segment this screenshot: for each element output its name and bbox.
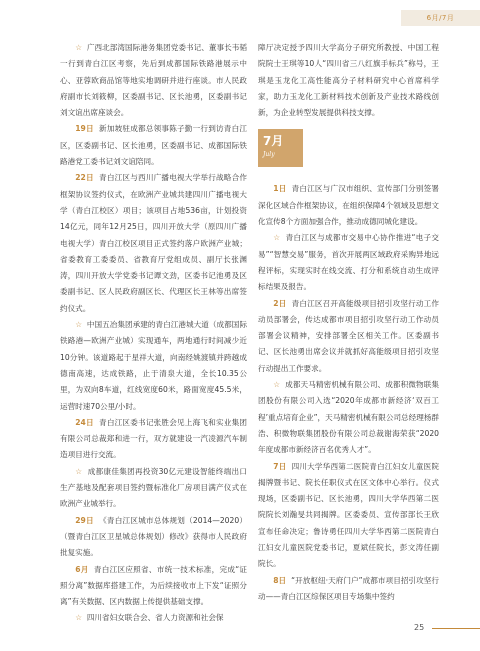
entry-text: 青白江区与广汉市组织、宣传部门分别签署深化区域合作框架协议，在组织保障4个领域及思想文化宣传8个方面加强合作，推动成德同城化建设。 (258, 184, 440, 227)
entry-text: 成都天马精密机械有限公司、成都积微物联集团股份有限公司入选“2020年成都市新经济‘双百工程’重点培育企业”，天马精密机械有限公司总经理杨群浩、积微物联集团股份有限公司总裁谢海荣获“2020年度成都市新经济百名优秀人才”。 (258, 380, 440, 455)
entry-text: 中国五冶集团承建的青白江港城大道（成都国际铁路港—欧洲产业城）实现通车，两地通行时间减少近10分钟。该道路起于星祥大道，向南经姚渡镇并跨越成德南高速，达成铁路，止于清泉大道，全长10.35公里，为双向8车道，红线宽度60米，路面宽度45.5米，运营时速70公里/小时。 (60, 320, 247, 411)
entry-text: 青白江区与成都市交易中心协作推进“电子交易”“智慧交易”服务，首次开展两区域政府采购异地远程评标，实现实时在线交流、打分和系统自动生成评标结果及报告。 (258, 233, 440, 292)
entry-text: 《青白江区城市总体规划（2014—2020）（暨青白江区卫星城总体规划）修改》获得市人民政府批复实施。 (60, 515, 247, 558)
star-icon: ☆ (273, 380, 281, 390)
entry-date: 1日 (273, 184, 287, 194)
entry-paragraph (60, 562, 247, 611)
entry-text: 障厅决定授予四川大学高分子研究所教授、中国工程院院士王琪等10人“四川省三八红旗手标兵”称号，王琪是玉龙化工高性能高分子材料研究中心首席科学家，助力玉龙化工新材料技术创新及产业技术路线创新，为企业转型发展提供科技支撑。 (258, 43, 439, 118)
entry-text: 四川大学华西第二医院青白江妇女儿童医院揭牌暨书记、院长任职仪式在区文体中心举行。仪式现场，区委副书记、区长池勇，四川大学华西第二医院院长刘瀚旻共同揭牌。区委委员、宣传部部长王欣宣布任命决定；鲁诗勇任四川大学华西第二医院青白江妇女儿童医院党委书记，夏斌任院长，彭文涛任副院长。 (258, 461, 440, 569)
entry-paragraph (258, 230, 439, 295)
entry-paragraph (258, 181, 439, 230)
entry-text: 广西北部湾国际港务集团党委书记、董事长韦韬一行到青白江区考察，先后到成都国际铁路港展示中心、亚蓉欧商品馆等地实地调研并进行座谈。市人民政府副市长刘筱柳，区委副书记、区长池勇，区委副书记刘文谊出席座谈会。 (60, 43, 247, 118)
star-icon: ☆ (75, 43, 83, 52)
entry-paragraph (60, 170, 247, 317)
page-header-tag: 6月/7月 (401, 10, 480, 26)
star-icon: ☆ (75, 466, 83, 476)
star-icon: ☆ (75, 320, 83, 330)
star-icon: ☆ (273, 233, 281, 243)
left-column (60, 40, 247, 627)
entry-paragraph (258, 573, 439, 606)
entry-date: 19日 (75, 124, 94, 134)
entry-date: 6月 (75, 564, 89, 574)
entry-paragraph (60, 121, 247, 170)
star-icon: ☆ (75, 613, 82, 623)
entry-text: 成都康佳集团再投资30亿元建设智能终端出口生产基地及配套项目签约暨标准化厂房项目满产仪式在欧洲产业城举行。 (60, 466, 247, 509)
entry-text: 青白江区应照省、市统一技术标准，完成“证照分离”数据库搭建工作，为后续接收市上下发“证照分离”有关数据、区内数据上传提供基础支撑。 (60, 564, 247, 607)
entry-paragraph (60, 610, 247, 626)
entry-paragraph (60, 317, 247, 415)
entry-text: “开放枢纽·天府门户”成都市项目招引攻坚行动——青白江区综保区项目专场集中签约 (258, 575, 439, 601)
entry-text: 四川省妇女联合会、省人力资源和社会保 (86, 613, 224, 623)
entry-text: 新加坡驻成都总领事陈子勤一行到访青白江区，区委副书记、区长池勇，区委副书记、成都国际铁路港党工委书记刘文谊陪同。 (60, 124, 248, 167)
footer-rule (432, 628, 480, 629)
month-subtitle: July (263, 151, 275, 159)
entry-paragraph (258, 459, 439, 573)
month-title: 7月 (263, 134, 284, 149)
right-column (258, 40, 439, 605)
entry-date: 29日 (75, 515, 94, 525)
entry-paragraph (60, 415, 247, 464)
entry-paragraph (60, 40, 247, 121)
continued-paragraph (258, 40, 439, 121)
entry-text: 青白江区召开高能级项目招引攻坚行动工作动员部署会，传达成都市项目招引攻坚行动工作动员部署会议精神，安排部署全区相关工作。区委副书记、区长池勇出席会议并就抓好高能级项目招引攻坚行动提出工作要求。 (258, 298, 440, 373)
entry-date: 7日 (273, 461, 287, 471)
entry-date: 2日 (273, 298, 287, 308)
entry-date: 22日 (75, 173, 94, 183)
entry-paragraph (60, 464, 247, 513)
entry-text: 青白江区委书记张胜会见上海飞和实业集团有限公司总裁郑和进一行，双方就建设一汽凌源汽车制造项目进行交流。 (60, 417, 248, 460)
page-number: 25 (414, 623, 425, 632)
entry-date: 24日 (75, 417, 94, 427)
month-heading-block (258, 129, 303, 167)
entry-paragraph (60, 513, 247, 562)
entry-date: 8日 (273, 575, 287, 585)
entry-text: 青白江区与西川广播电视大学举行战略合作框架协议签约仪式，在欧洲产业城共建四川广播电视大学（青白江校区）项目；该项目占地536亩，计划投资14亿元，同年12月25日，四川开放大学（原四川广播电视大学）青白江校区项目正式签约落户欧洲产业城；省委教育工委委员、省教育厅党组成员、副厅长张渊涛，四川开放大学党委书记谭文劲，区委书记池勇及区委副书记、区人民政府副区长、代理区长王林等出席签约仪式。 (60, 173, 248, 313)
entry-paragraph (258, 377, 439, 458)
entry-paragraph (258, 296, 439, 377)
